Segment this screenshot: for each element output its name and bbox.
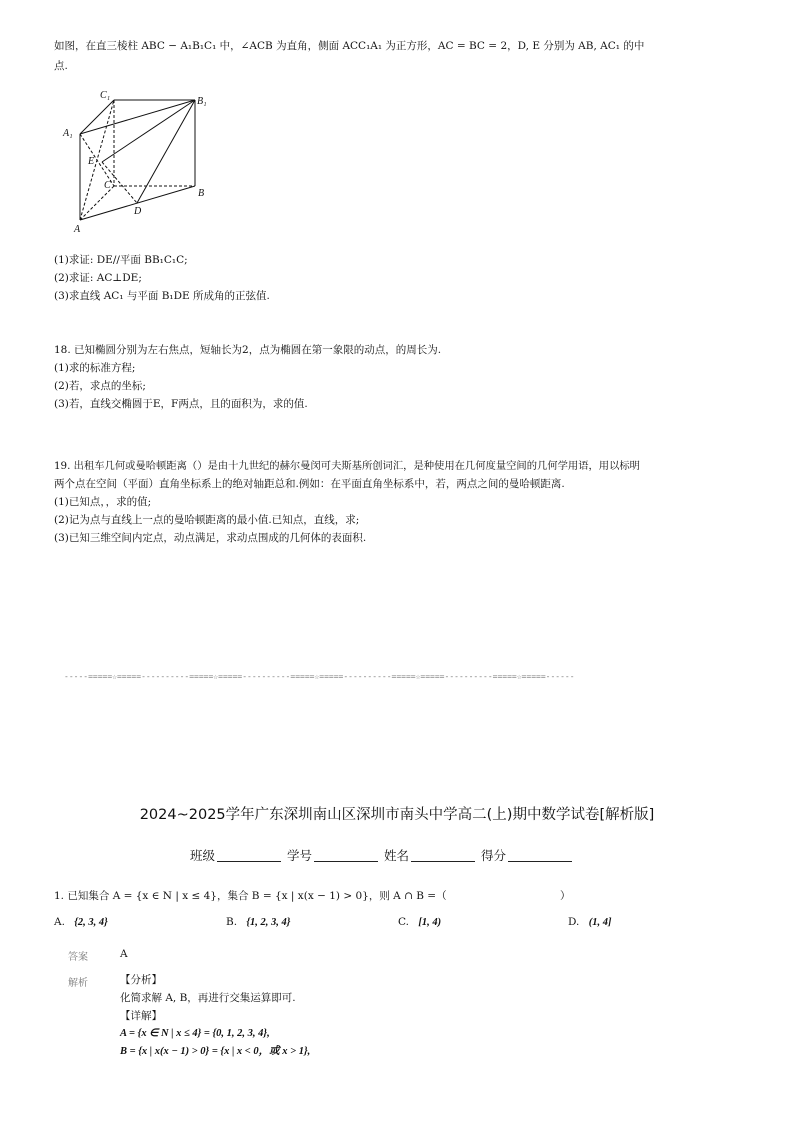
q1-stem: 1. 已知集合 A = {x ∈ N | x ≤ 4}，集合 B = {x | x(x − 1) > 0}，则 A ∩ B =（ — [54, 890, 447, 902]
option-c-value: [1, 4) — [418, 917, 442, 928]
option-b-value: {1, 2, 3, 4} — [246, 917, 291, 928]
q17-part-3: (3)求直线 AC₁ 与平面 B₁DE 所成角的正弦值. — [54, 290, 270, 302]
analysis-line-5: B = {x | x(x − 1) > 0} = {x | x < 0，或 x > 1}, — [120, 1046, 311, 1057]
q19-part-2: (2)记为点与直线上一点的曼哈顿距离的最小值.已知点，直线，求; — [54, 514, 360, 526]
q17-stem-line1: 如图，在直三棱柱 ABC − A₁B₁C₁ 中，∠ACB 为直角，侧面 ACC₁A₁ 为正方形，AC = BC = 2，D, E 分别为 AB, AC₁ 的中 — [54, 40, 645, 52]
q19-stem-line2: 两个点在空间（平面）直角坐标系上的绝对轴距总和.例如：在平面直角坐标系中，若，两点之间的曼哈顿距离. — [54, 478, 565, 490]
q18-stem: 18. 已知椭圆分别为左右焦点，短轴长为2，点为椭圆在第一象限的动点，的周长为. — [54, 344, 442, 356]
option-c-label: C. — [398, 916, 409, 928]
q1-option-a — [54, 914, 108, 931]
option-a-label: A. — [54, 916, 65, 928]
q19-part-3: (3)已知三维空间内定点，动点满足，求动点围成的几何体的表面积. — [54, 532, 367, 544]
info-id-label: 学号 — [287, 848, 313, 863]
q17-part-2: (2)求证: AC⊥DE; — [54, 272, 142, 284]
q18-part-1: (1)求的标准方程; — [54, 362, 136, 374]
analysis-line-2: 化简求解 A, B，再进行交集运算即可. — [120, 992, 296, 1004]
id-blank[interactable] — [314, 849, 378, 862]
label-B1: B₁ — [197, 96, 207, 107]
label-A1: A₁ — [63, 128, 73, 139]
analysis-line-3: 【详解】 — [120, 1010, 162, 1022]
label-C1: C₁ — [100, 90, 111, 101]
info-score-label: 得分 — [481, 848, 507, 863]
answer-label: 答案 — [68, 952, 88, 963]
label-B: B — [198, 188, 205, 199]
section-divider: -----=====☆=====----------=====☆=====----------=====☆=====----------=====☆=====----------=====☆=====------ — [64, 672, 575, 681]
analysis-line-1: 【分析】 — [120, 974, 162, 986]
q18-part-3: (3)若，直线交椭圆于E，F两点，且的面积为，求的值. — [54, 398, 308, 410]
label-A: A — [74, 224, 81, 235]
q19-part-1: (1)已知点，，求的值; — [54, 496, 152, 508]
q18-part-2: (2)若，求点的坐标; — [54, 380, 146, 392]
q19-stem-line1: 19. 出租车几何或曼哈顿距离（）是由十九世纪的赫尔曼闵可夫斯基所创词汇，是种使用在几何度量空间的几何学用语，用以标明 — [54, 460, 640, 472]
label-C: C — [104, 180, 111, 191]
info-name-label: 姓名 — [384, 848, 410, 863]
student-info-line — [190, 846, 574, 864]
name-blank[interactable] — [411, 849, 475, 862]
q1-option-b — [226, 914, 290, 931]
q17-part-1: (1)求证: DE//平面 BB₁C₁C; — [54, 254, 188, 266]
score-blank[interactable] — [508, 849, 572, 862]
label-D: D — [134, 206, 142, 217]
prism-figure — [58, 88, 218, 236]
option-b-label: B. — [226, 916, 238, 928]
q1-close-paren: ） — [560, 890, 571, 902]
info-class-label: 班级 — [190, 848, 216, 863]
q1-option-c — [398, 914, 441, 931]
q1-option-d — [568, 914, 611, 931]
analysis-line-4: A = {x ∈ N | x ≤ 4} = {0, 1, 2, 3, 4}, — [120, 1028, 270, 1039]
class-blank[interactable] — [217, 849, 281, 862]
q17-stem-line2: 点. — [54, 60, 68, 72]
exam-title: 2024~2025学年广东深圳南山区深圳市南头中学高二(上)期中数学试卷[解析版] — [139, 807, 655, 823]
analysis-label: 解析 — [68, 978, 88, 989]
option-d-value: (1, 4] — [588, 917, 612, 928]
option-d-label: D. — [568, 916, 580, 928]
option-a-value: {2, 3, 4} — [74, 917, 108, 928]
answer-value: A — [120, 948, 128, 960]
label-E: E — [88, 156, 95, 167]
